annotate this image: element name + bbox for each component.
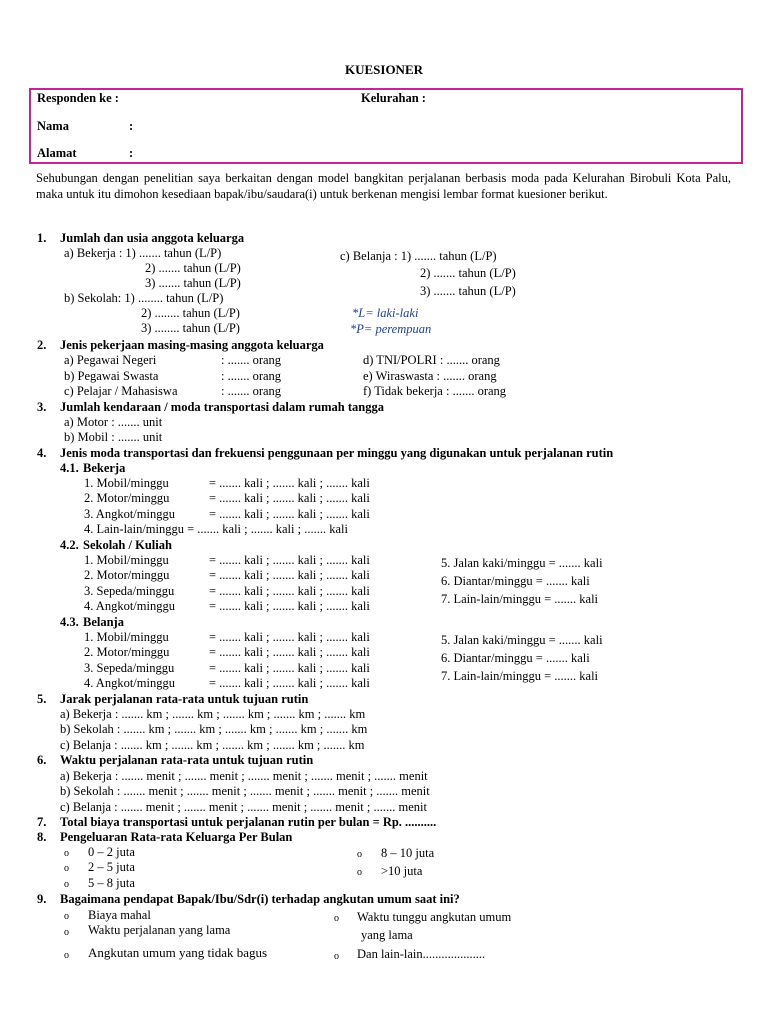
q1-belanja-2: 2) ....... tahun (L/P) — [420, 266, 516, 280]
q4-3-item: 3. Sepeda/minggu — [84, 661, 175, 675]
q5-b: b) Sekolah : ....... km ; ....... km ; ....... km ; ....... km ; ....... km — [60, 722, 368, 736]
q2-c: c) Pelajar / Mahasiswa — [64, 384, 178, 398]
q1-bekerja-3: 3) ....... tahun (L/P) — [145, 276, 241, 290]
q1-sekolah-1: b) Sekolah: 1) ........ tahun (L/P) — [64, 291, 224, 305]
bullet-icon: o — [357, 849, 362, 860]
q4-2-item: 3. Sepeda/minggu — [84, 584, 175, 598]
q4-2-right: 6. Diantar/minggu = ....... kali — [441, 574, 590, 588]
q1-bekerja-1: a) Bekerja : 1) ....... tahun (L/P) — [64, 246, 222, 260]
q2-d: d) TNI/POLRI : ....... orang — [363, 353, 500, 367]
bullet-icon: o — [64, 927, 69, 938]
nama-colon: : — [129, 119, 134, 133]
q1-sekolah-2: 2) ........ tahun (L/P) — [141, 306, 240, 320]
q4-2-item: 1. Mobil/minggu — [84, 553, 169, 567]
q1-note-l: *L= laki-laki — [352, 306, 419, 320]
bullet-icon: o — [334, 951, 339, 962]
q5-title: Jarak perjalanan rata-rata untuk tujuan rutin — [60, 692, 309, 706]
q3-number: 3. — [37, 400, 47, 414]
bullet-icon: o — [334, 913, 339, 924]
q4-1-item: 4. Lain-lain/minggu = ....... kali ; ....... kali ; ....... kali — [84, 522, 348, 536]
q4-3-item-kali: = ....... kali ; ....... kali ; ....... kali — [209, 676, 370, 690]
bullet-icon: o — [64, 911, 69, 922]
q7-number: 7. — [37, 815, 47, 829]
q6-number: 6. — [37, 753, 47, 767]
alamat-label: Alamat — [37, 146, 77, 160]
q2-f: f) Tidak bekerja : ....... orang — [363, 384, 507, 398]
q4-2-item-kali: = ....... kali ; ....... kali ; ....... kali — [209, 568, 370, 582]
bullet-icon: o — [64, 863, 69, 874]
q1-belanja-3: 3) ....... tahun (L/P) — [420, 284, 516, 298]
q8-option: 0 – 2 juta — [88, 845, 135, 859]
nama-label: Nama — [37, 119, 69, 133]
q6-b: b) Sekolah : ....... menit ; ....... menit ; ....... menit ; ....... menit ; ....... menit — [60, 784, 430, 798]
q2-number: 2. — [37, 338, 47, 352]
bullet-icon: o — [64, 848, 69, 859]
q6-a: a) Bekerja : ....... menit ; ....... menit ; ....... menit ; ....... menit ; ....... menit — [60, 769, 428, 783]
q2-title: Jenis pekerjaan masing-masing anggota keluarga — [60, 338, 324, 352]
q4-2-right: 5. Jalan kaki/minggu = ....... kali — [441, 556, 603, 570]
q4-number: 4. — [37, 446, 47, 460]
kelurahan-label: Kelurahan : — [361, 91, 426, 105]
q4-3-item: 1. Mobil/minggu — [84, 630, 169, 644]
q9-option: Waktu perjalanan yang lama — [88, 923, 231, 937]
q4-3-item-kali: = ....... kali ; ....... kali ; ....... kali — [209, 661, 370, 675]
q4-3-right: 7. Lain-lain/minggu = ....... kali — [441, 669, 599, 683]
q8-option: 8 – 10 juta — [381, 846, 435, 860]
q3-b: b) Mobil : ....... unit — [64, 430, 163, 444]
alamat-colon: : — [129, 146, 134, 160]
q8-title: Pengeluaran Rata-rata Keluarga Per Bulan — [60, 830, 293, 844]
q4-3-number: 4.3. — [60, 615, 79, 629]
q4-2-item-kali: = ....... kali ; ....... kali ; ....... kali — [209, 599, 370, 613]
q4-2-number: 4.2. — [60, 538, 79, 552]
q5-c: c) Belanja : ....... km ; ....... km ; ....... km ; ....... km ; ....... km — [60, 738, 365, 752]
bullet-icon: o — [64, 879, 69, 890]
q4-2-item-kali: = ....... kali ; ....... kali ; ....... kali — [209, 553, 370, 567]
q4-1-item: 2. Motor/minggu — [84, 491, 170, 505]
q4-2-item: 2. Motor/minggu — [84, 568, 170, 582]
q5-number: 5. — [37, 692, 47, 706]
q4-1-item-kali: = ....... kali ; ....... kali ; ....... kali — [209, 507, 370, 521]
q1-bekerja-2: 2) ....... tahun (L/P) — [145, 261, 241, 275]
q4-3-right: 5. Jalan kaki/minggu = ....... kali — [441, 633, 603, 647]
q9-option: Biaya mahal — [88, 908, 151, 922]
q1-number: 1. — [37, 231, 47, 245]
q4-3-right: 6. Diantar/minggu = ....... kali — [441, 651, 590, 665]
q3-a: a) Motor : ....... unit — [64, 415, 163, 429]
q2-a-orang: : ....... orang — [221, 353, 282, 367]
q9-option: Angkutan umum yang tidak bagus — [88, 945, 268, 960]
q4-1-title: Bekerja — [83, 461, 126, 475]
q4-1-item-kali: = ....... kali ; ....... kali ; ....... kali — [209, 491, 370, 505]
q4-3-item: 2. Motor/minggu — [84, 645, 170, 659]
q4-1-item: 1. Mobil/minggu — [84, 476, 169, 490]
q4-3-item-kali: = ....... kali ; ....... kali ; ....... kali — [209, 630, 370, 644]
q4-3-title: Belanja — [83, 615, 124, 629]
q1-sekolah-3: 3) ........ tahun (L/P) — [141, 321, 240, 335]
q8-number: 8. — [37, 830, 47, 844]
q8-option: 2 – 5 juta — [88, 860, 135, 874]
q9-number: 9. — [37, 892, 47, 906]
q2-a: a) Pegawai Negeri — [64, 353, 157, 367]
q4-3-item: 4. Angkot/minggu — [84, 676, 175, 690]
q8-option: 5 – 8 juta — [88, 876, 135, 890]
q6-c: c) Belanja : ....... menit ; ....... menit ; ....... menit ; ....... menit ; ....... menit — [60, 800, 427, 814]
q4-2-item: 4. Angkot/minggu — [84, 599, 175, 613]
q2-b: b) Pegawai Swasta — [64, 369, 159, 383]
q2-b-orang: : ....... orang — [221, 369, 282, 383]
q4-1-number: 4.1. — [60, 461, 79, 475]
q2-c-orang: : ....... orang — [221, 384, 282, 398]
q5-a: a) Bekerja : ....... km ; ....... km ; ....... km ; ....... km ; ....... km — [60, 707, 366, 721]
q8-option: >10 juta — [381, 864, 423, 878]
respondent-label: Responden ke : — [37, 91, 119, 105]
q4-2-item-kali: = ....... kali ; ....... kali ; ....... kali — [209, 584, 370, 598]
q9-option-cont: yang lama — [361, 928, 413, 942]
q3-title: Jumlah kendaraan / moda transportasi dalam rumah tangga — [60, 400, 384, 414]
q2-e: e) Wiraswasta : ....... orang — [363, 369, 497, 383]
bullet-icon: o — [357, 867, 362, 878]
q9-title: Bagaimana pendapat Bapak/Ibu/Sdr(i) terhadap angkutan umum saat ini? — [60, 892, 460, 906]
q4-2-title: Sekolah / Kuliah — [83, 538, 172, 552]
q4-title: Jenis moda transportasi dan frekuensi penggunaan per minggu yang digunakan untuk perjalanan rutin — [60, 446, 614, 460]
q4-3-item-kali: = ....... kali ; ....... kali ; ....... kali — [209, 645, 370, 659]
q1-note-p: *P= perempuan — [350, 322, 432, 336]
q1-belanja-1: c) Belanja : 1) ....... tahun (L/P) — [340, 249, 497, 263]
q9-option: Waktu tunggu angkutan umum — [357, 910, 512, 924]
q4-1-item: 3. Angkot/minggu — [84, 507, 175, 521]
bullet-icon: o — [64, 950, 69, 961]
intro-paragraph: Sehubungan dengan penelitian saya berkaitan dengan model bangkitan perjalanan berbasis moda pada Kelurahan Birobuli Kota Palu, maka untuk itu dimohon kesediaan bapak/ibu/saudara(i) untuk berkenan mengisi lembar format kuesioner berikut. — [36, 171, 731, 201]
q6-title: Waktu perjalanan rata-rata untuk tujuan rutin — [60, 753, 314, 767]
q1-title: Jumlah dan usia anggota keluarga — [60, 231, 245, 245]
q4-1-item-kali: = ....... kali ; ....... kali ; ....... kali — [209, 476, 370, 490]
q7-title: Total biaya transportasi untuk perjalanan rutin per bulan = Rp. .......... — [60, 815, 437, 829]
q9-option: Dan lain-lain.................... — [357, 947, 486, 961]
page-title: KUESIONER — [344, 62, 424, 77]
q4-2-right: 7. Lain-lain/minggu = ....... kali — [441, 592, 599, 606]
